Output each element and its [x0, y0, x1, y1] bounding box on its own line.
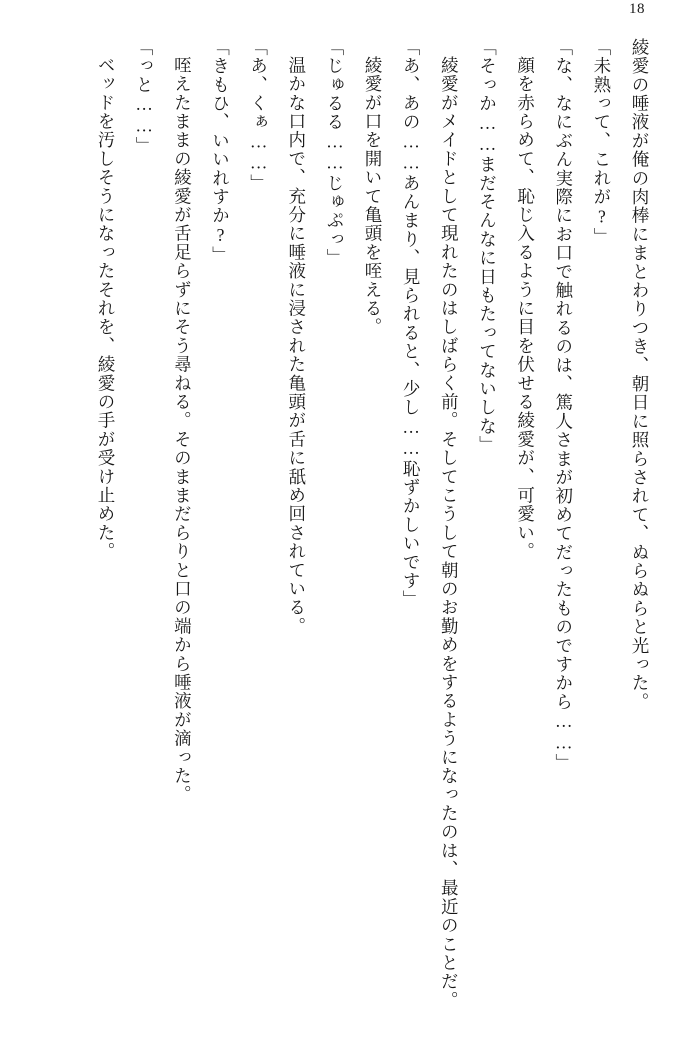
paragraph: 「きもひ、いいれすか?」	[210, 38, 231, 265]
paragraph: 「っと……」	[134, 38, 155, 156]
page-body-text	[24, 38, 659, 1038]
paragraph: 咥えたままの綾愛が舌足らずにそう尋ねる。そのままだらりと口の端から唾液が滴った。	[172, 55, 193, 804]
paragraph: 綾愛の唾液が俺の肉棒にまとわりつき、朝日に照らされて、ぬらぬらと光った。	[630, 38, 650, 712]
paragraph: 「あ、あの……あんまり、見られると、少し……恥ずかしいです」	[401, 38, 422, 609]
paragraph: 顔を赤らめて、恥じ入るように目を伏せる綾愛が、可愛い。	[515, 55, 536, 561]
page-number: 18	[629, 1, 645, 17]
paragraph: 綾愛がメイドとして現れたのはしばらく前。そしてこうして朝のお勤めをするようになったのは、最近のことだ。	[439, 55, 460, 1010]
paragraph: 「未熟って、これが?」	[591, 38, 612, 247]
paragraph: 「あ、くぁ……」	[248, 38, 269, 193]
paragraph: ベッドを汚しそうになったそれを、綾愛の手が受け止めた。	[96, 55, 117, 561]
paragraph: 「じゅるる……じゅぷっ」	[324, 38, 345, 268]
paragraph: 温かな口内で、充分に唾液に浸された亀頭が舌に舐め回されている。	[286, 55, 307, 636]
paragraph: 綾愛が口を開いて亀頭を咥える。	[363, 55, 384, 336]
paragraph: 「な、なにぶん実際にお口で触れるのは、篤人さまが初めてだったものですから……」	[553, 38, 574, 773]
paragraph: 「そっか……まだそんなに日もたってないしな」	[477, 38, 498, 455]
